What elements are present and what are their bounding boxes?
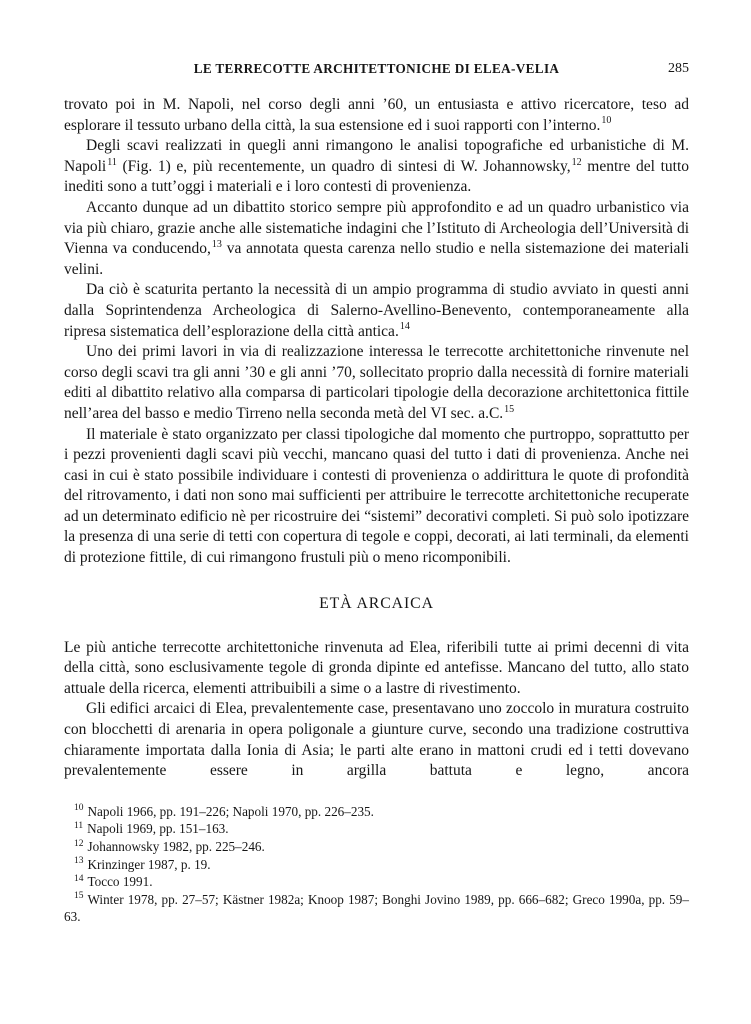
paragraph: Il materiale è stato organizzato per classi tipologiche dal momento che purtroppo, soprattutto per i pezzi provenienti dagli scavi più vecchi, mancano quasi del tutto i dati di provenienza. Anche nei casi in cui è stato possibile individuare i contesti di provenienza o addirittura le quote di profondità del ritrovamento, i dati non sono mai sufficienti per attribuire le terrecotte architettoniche recuperate ad un determinato edificio nè per ricostruire dei “sistemi” decorativi completi. Si può solo ipotizzare la presenza di una serie di tetti con copertura di tegole e coppi, decorati, ai lati terminali, da elementi di protezione fittile, di cui rimangono frustuli più o meno ricomponibili. bbox=[64, 425, 689, 567]
footnote-marker: 10 bbox=[74, 803, 84, 814]
footnote-marker: 13 bbox=[74, 856, 84, 867]
footnote-marker: 14 bbox=[74, 873, 84, 884]
running-head-title: LE TERRECOTTE ARCHITETTONICHE DI ELEA-VELIA bbox=[193, 61, 560, 76]
page-content bbox=[64, 61, 689, 926]
footnote: $^{12}$ Johannowsky 1982, pp. 225–246. bbox=[74, 838, 265, 854]
footnotes bbox=[64, 803, 689, 926]
footnote-ref: 14 bbox=[399, 321, 410, 333]
paragraph: Uno dei primi lavori in via di realizzazione interessa le terrecotte architettoniche rinvenute nel corso degli scavi tra gli anni ’30 e gli anni ’70, sollecitato proprio dalla necessità di fornire materiali editi al dibattito relativo alla comparsa di particolari tipologie della decorazione architettonica fittile nell’area del basso e medio Tirreno nella seconda metà del VI sec. a.C.$^{15}$ bbox=[64, 343, 689, 422]
paragraph: Da ciò è scaturita pertanto la necessità di un ampio programma di studio avviato in questi anni dalla Soprintendenza Archeologica di Salerno-Avellino-Benevento, contemporaneamente alla ripresa sistematica dell’esplorazione della città antica.$^{14}$ bbox=[64, 281, 689, 340]
footnote-marker: 15 bbox=[74, 891, 84, 902]
footnote-ref: 12 bbox=[571, 156, 582, 168]
paragraph: Gli edifici arcaici di Elea, prevalentemente case, presentavano uno zoccolo in muratura costruito con blocchetti di arenaria in opera poligonale a giunture curve, secondo una tradizione costruttiva chiaramente importata dalla Ionia di Asia; le parti alte erano in mattoni crudi ed i tetti dovevano prevalentemente essere in argilla battuta e legno, ancora bbox=[64, 700, 689, 780]
footnote-ref: 15 bbox=[504, 403, 515, 415]
footnote: $^{14}$ Tocco 1991. bbox=[74, 873, 153, 890]
footnote-marker: 12 bbox=[74, 838, 84, 849]
footnote-ref: 10 bbox=[601, 115, 612, 127]
footnote-ref: 11 bbox=[107, 156, 117, 168]
paragraph: Degli scavi realizzati in quegli anni rimangono le analisi topografiche ed urbanistiche di M. Napoli$^{11}$ (Fig. 1) e, più recentemente, un quadro di sintesi di W. Johannowsky,$^{12}$ mentre del tutto inediti sono a tutt’oggi i materiali e i loro contesti di provenienza. bbox=[64, 137, 690, 196]
running-head bbox=[64, 61, 689, 76]
footnote-ref: 13 bbox=[211, 239, 222, 250]
footnote: $^{15}$ Winter 1978, pp. 27–57; Kästner 1982a; Knoop 1987; Bonghi Jovino 1989, pp. 666–682; Greco 1990a, pp. 59–63. bbox=[64, 891, 689, 925]
page-number: 285 bbox=[668, 61, 689, 76]
section-heading: ETÀ ARCAICA bbox=[319, 594, 434, 612]
footnote-marker: 11 bbox=[74, 821, 84, 832]
body-section-1 bbox=[64, 95, 689, 569]
footnote: $^{10}$ Napoli 1966, pp. 191–226; Napoli 1970, pp. 226–235. bbox=[74, 803, 374, 819]
paragraph: Accanto dunque ad un dibattito storico sempre più approfondito e ad un quadro urbanistico via via più chiaro, grazie anche alle sistematiche indagini che l’Istituto di Archeologia dell’Università di Vienna va conducendo,$^{13}$ va annotata questa carenza nello studio e nella sistemazione dei materiali velini. bbox=[64, 198, 689, 278]
footnote: $^{13}$ Krinzinger 1987, p. 19. bbox=[74, 856, 211, 872]
paragraph: trovato poi in M. Napoli, nel corso degli anni ’60, un entusiasta e attivo ricercatore, teso ad esplorare il tessuto urbano della città, la sua estensione ed i suoi rapporti con l’interno.$^{10}$ bbox=[64, 96, 689, 134]
paragraph: Le più antiche terrecotte architettoniche rinvenuta ad Elea, riferibili tutte ai primi decenni di vita della città, sono esclusivamente tegole di gronda dipinte ed antefisse. Mancano del tutto, allo stato attuale della ricerca, elementi attribuibili a sime o a lastre di rivestimento. bbox=[64, 638, 689, 697]
footnote: $^{11}$ Napoli 1969, pp. 151–163. bbox=[74, 821, 229, 837]
body-section-2 bbox=[64, 638, 689, 782]
